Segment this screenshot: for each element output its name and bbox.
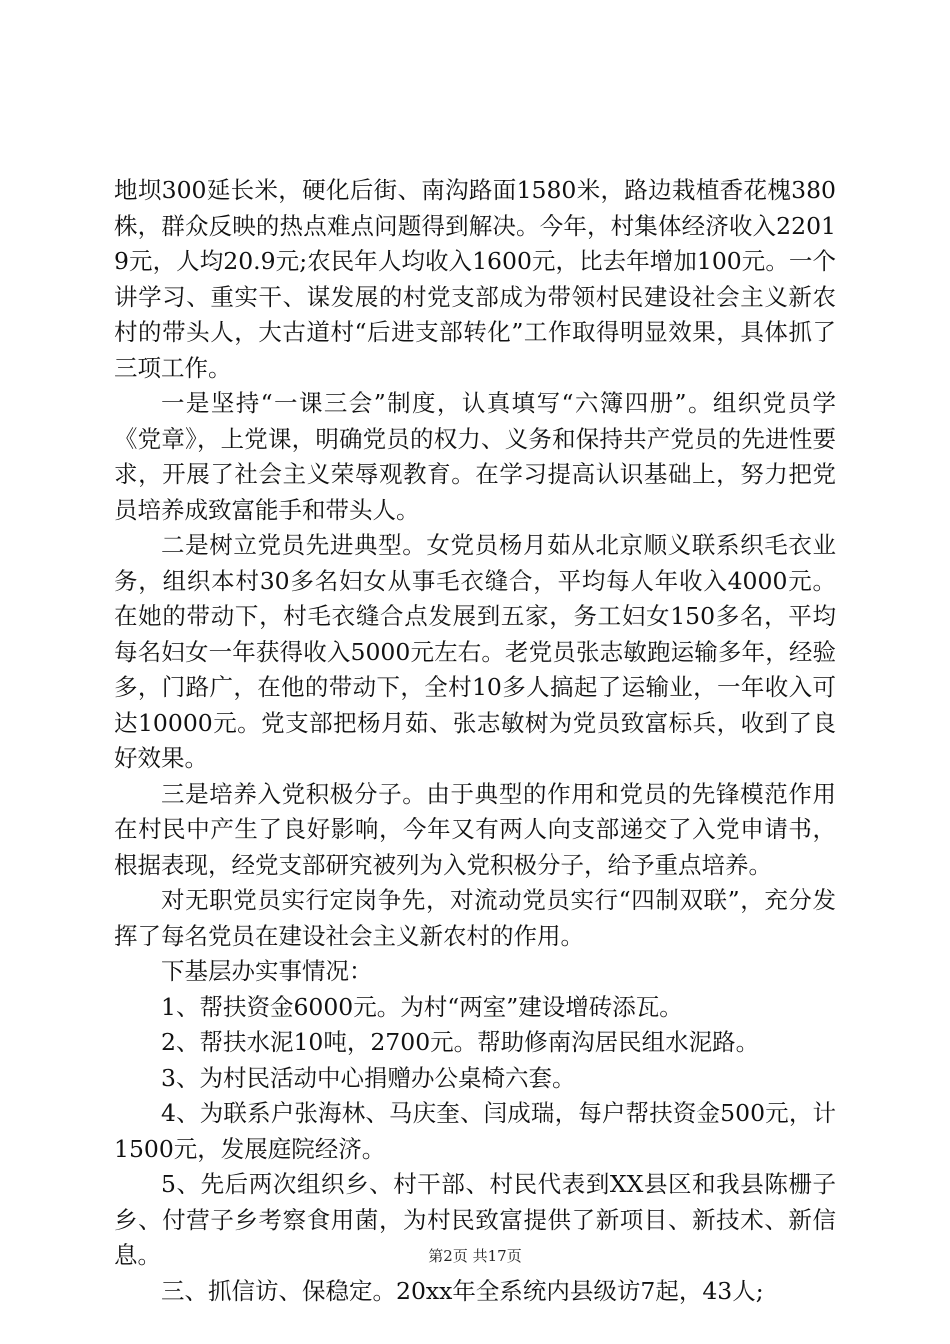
list-item-2: 2、帮扶水泥10吨，2700元。帮助修南沟居民组水泥路。 bbox=[161, 1028, 760, 1056]
paragraph-5: 对无职党员实行定岗争先，对流动党员实行“四制双联”，充分发挥了每名党员在建设社会主义新农村的作用。 bbox=[114, 886, 836, 950]
paragraph-3: 二是树立党员先进典型。女党员杨月茹从北京顺义联系织毛衣业务，组织本村30多名妇女从事毛衣缝合，平均每人年收入4000元。在她的带动下，村毛衣缝合点发展到五家，务工妇女150多名，平均每名妇女一年获得收入5000元左右。老党员张志敏跑运输多年，经验多，门路广，在他的带动下，全村10多人搞起了运输业，一年收入可达10000元。党支部把杨月茹、张志敏树为党员致富标兵，收到了良好效果。 bbox=[114, 531, 836, 772]
paragraph-6: 下基层办实事情况： bbox=[161, 957, 373, 985]
list-item-4: 4、为联系户张海林、马庆奎、闫成瑞，每户帮扶资金500元，计1500元，发展庭院经济。 bbox=[114, 1099, 836, 1163]
paragraph-4: 三是培养入党积极分子。由于典型的作用和党员的先锋模范作用在村民中产生了良好影响，今年又有两人向支部递交了入党申请书，根据表现，经党支部研究被列为入党积极分子，给予重点培养。 bbox=[114, 779, 836, 879]
page-number-footer: 第2页 共17页 bbox=[428, 1247, 522, 1265]
paragraph-1: 地坝300延长米，硬化后街、南沟路面1580米，路边栽植香花槐380株，群众反映的热点难点问题得到解决。今年，村集体经济收入22019元，人均20.9元;农民年人均收入1600元，比去年增加100元。一个讲学习、重实干、谋发展的村党支部成为带领村民建设社会主义新农村的带头人，大古道村“后进支部转化”工作取得明显效果，具体抓了三项工作。 bbox=[114, 176, 836, 382]
list-item-1: 1、帮扶资金6000元。为村“两室”建设增砖添瓦。 bbox=[161, 992, 683, 1021]
paragraph-2: 一是坚持“一课三会”制度，认真填写“六簿四册”。组织党员学《党章》，上党课，明确党员的权力、义务和保持共产党员的先进性要求，开展了社会主义荣辱观教育。在学习提高认识基础上，努力把党员培养成致富能手和带头人。 bbox=[114, 389, 836, 524]
paragraph-7: 三、抓信访、保稳定。20xx年全系统内县级访7起，43人; bbox=[161, 1276, 764, 1305]
document-body bbox=[114, 173, 836, 1309]
list-item-5: 5、先后两次组织乡、村干部、村民代表到XX县区和我县陈栅子乡、付营子乡考察食用菌，为村民致富提供了新项目、新技术、新信息。 bbox=[114, 1170, 836, 1269]
list-item-3: 3、为村民活动中心捐赠办公桌椅六套。 bbox=[161, 1063, 576, 1092]
